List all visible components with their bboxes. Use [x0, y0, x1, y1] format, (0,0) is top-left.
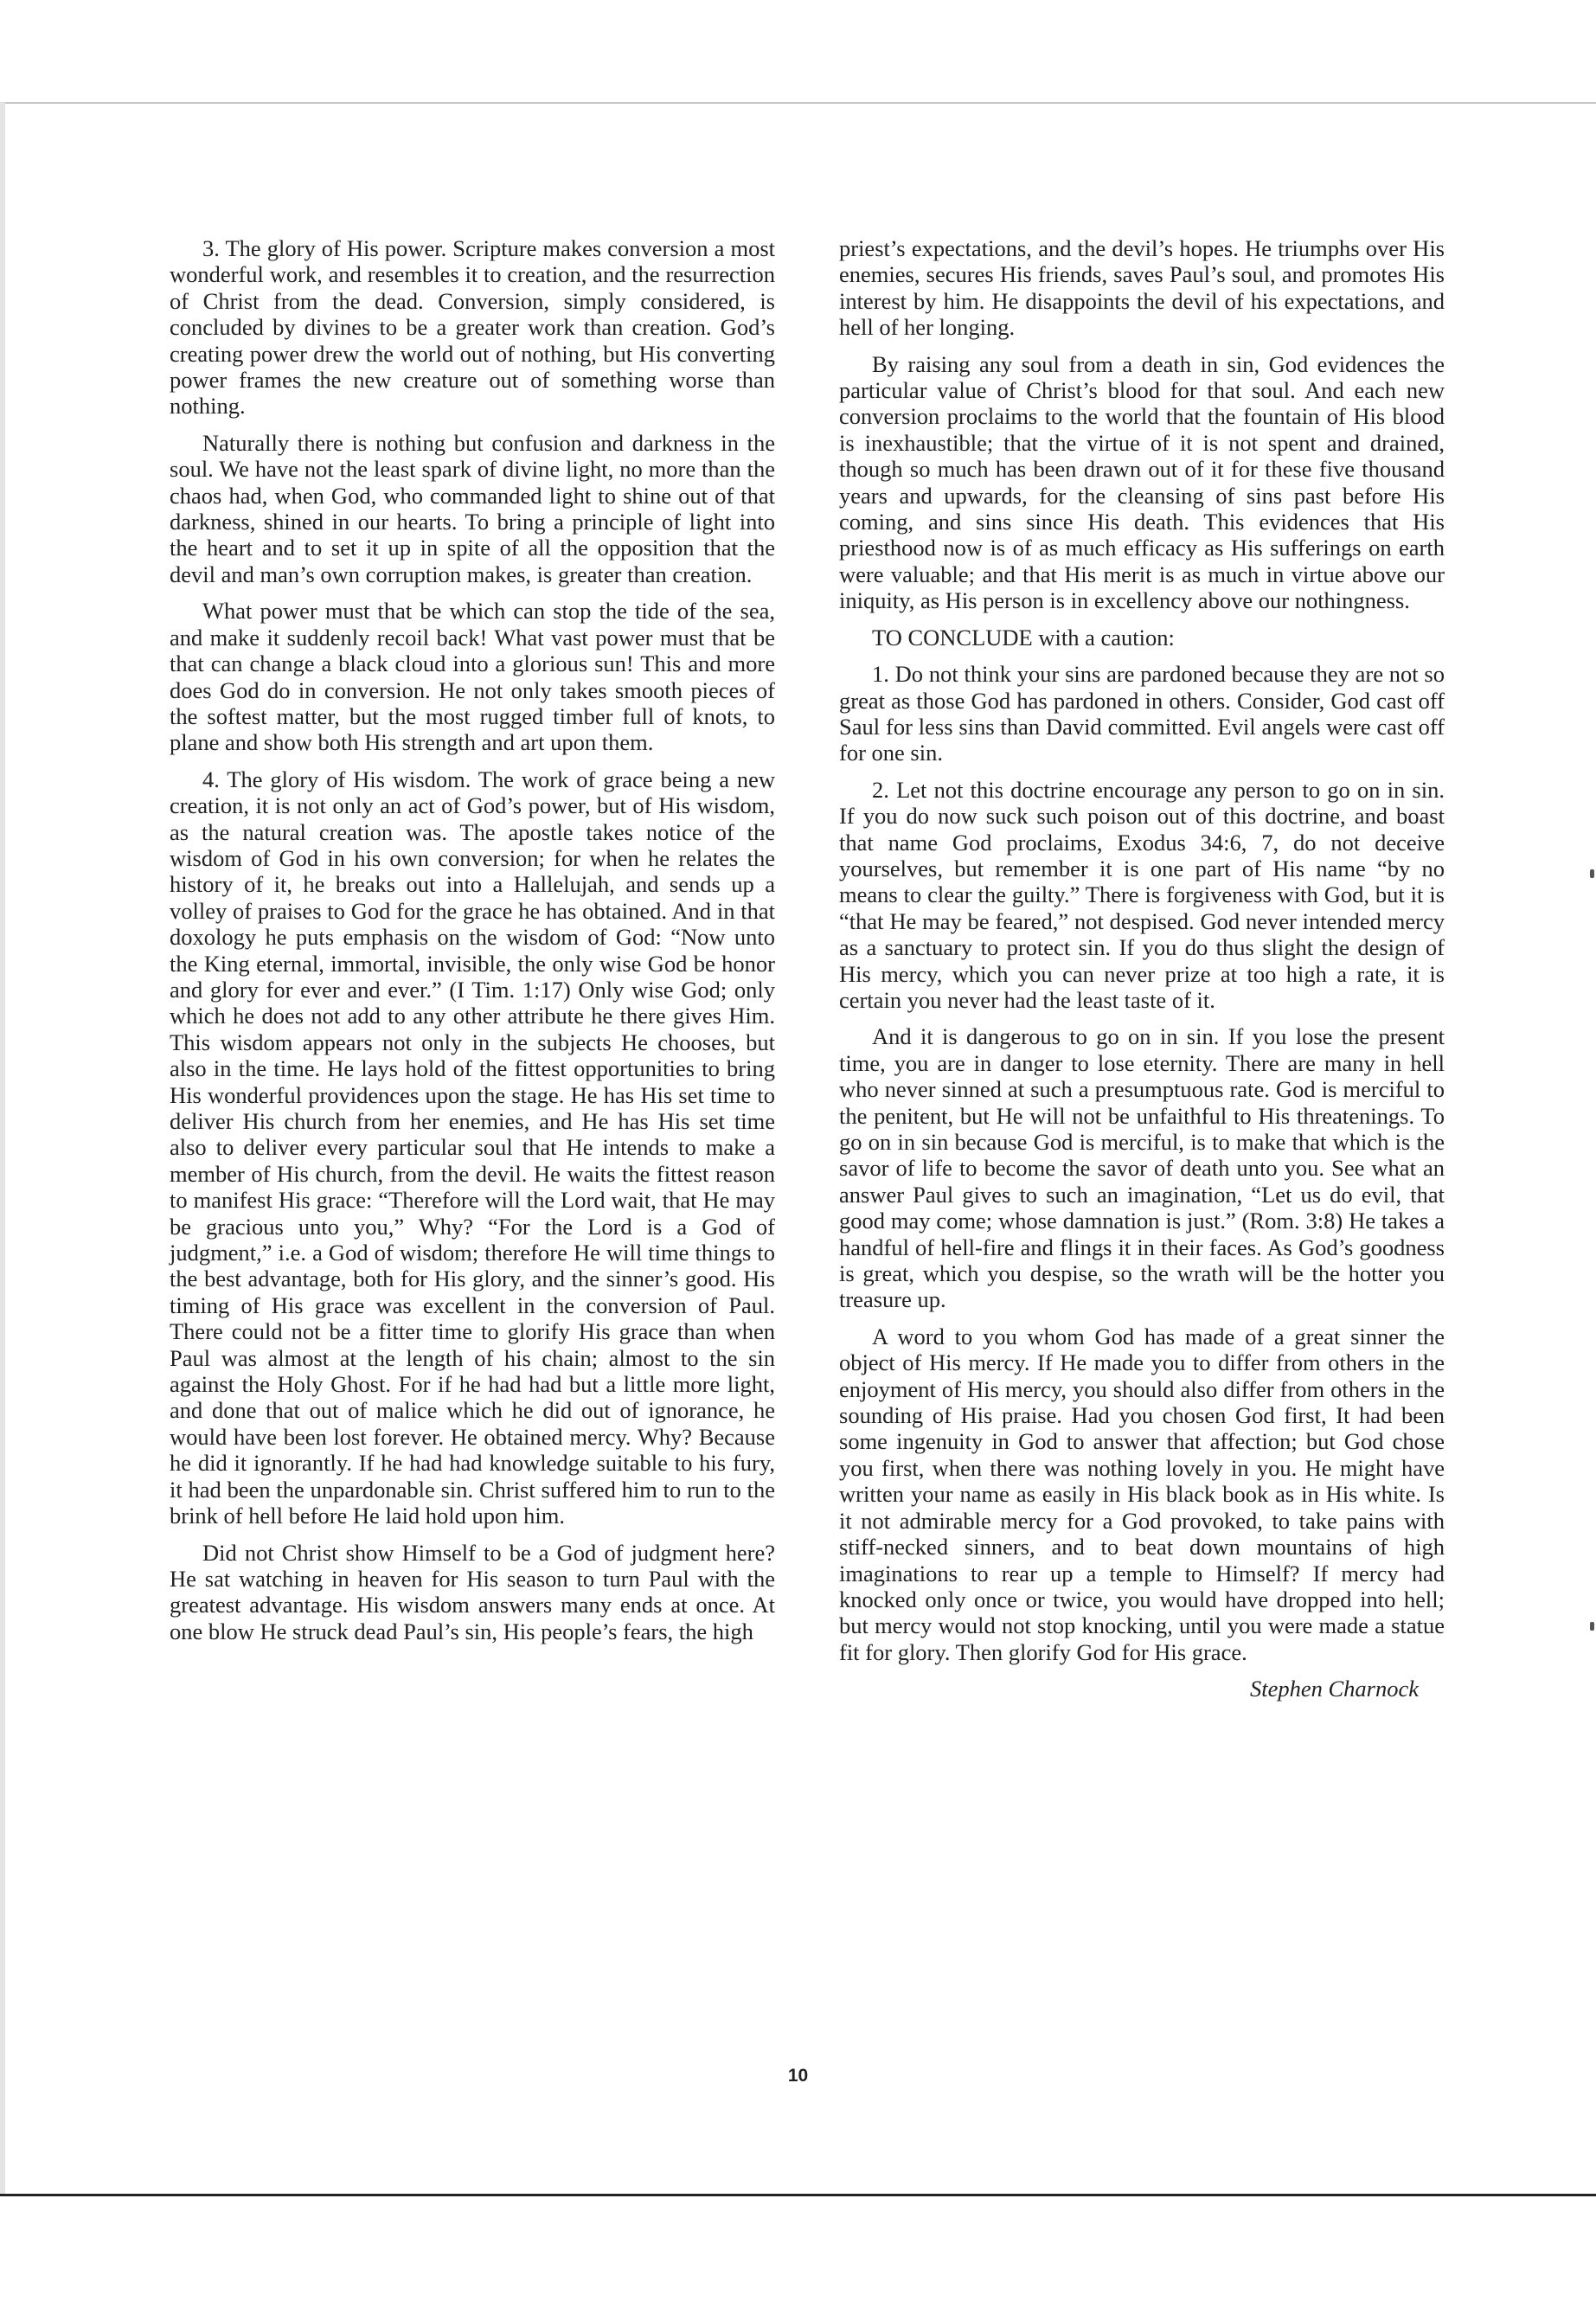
- paragraph-dangerous: And it is dangerous to go on in sin. If you lose the present time, you are in danger to lose eternity. There are many in hell who never sinned at such a presumptuous rate. God is merciful to the penitent, but He will not be unfaithful to His threatenings. To go on in sin because God is merciful, is to make that which is the savor of life to become the savor of death unto you. See what an answer Paul gives to such an imagination, “Let us do evil, that good may come; whose damnation is just.” (Rom. 3:8) He takes a handful of hell-fire and flings it in their faces. As God’s goodness is great, which you despise, so the wrath will be the hotter you treasure up.: [839, 1023, 1445, 1313]
- paragraph-naturally: Naturally there is nothing but confusion and darkness in the soul. We have not the least spark of divine light, no more than the chaos had, when God, who commanded light to shine out of that darkness, shined in our hearts. To bring a principle of light into the heart and to set it up in spite of all the opposition that the devil and man’s own corruption makes, is greater than creation.: [170, 429, 775, 587]
- page-top-edge: [0, 102, 1596, 104]
- paragraph-glory-of-power: 3. The glory of His power. Scripture makes conversion a most wonderful work, and resembles it to creation, and the resurrection of Christ from the dead. Conversion, simply considered, is concluded by divines to be a greater work than creation. God’s creating power drew the world out of nothing, but His converting power frames the new creature out of something worse than nothing.: [170, 235, 775, 420]
- paragraph-to-conclude: TO CONCLUDE with a caution:: [872, 624, 1175, 651]
- paragraph-caution-one: 1. Do not think your sins are pardoned because they are not so great as those God has pardoned in others. Consider, God cast off Saul for less sins than David committed. Evil angels were cast off for one sin.: [839, 661, 1445, 766]
- paragraph-caution-two: 2. Let not this doctrine encourage any person to go on in sin. If you do now suck such poison out of this doctrine, and boast that name God proclaims, Exodus 34:6, 7, do not deceive yourselves, but remember it is one part of His name “by no means to clear the guilty.” There is forgiveness with God, but it is “that He may be feared,” not despised. God never intended mercy as a sanctuary to protect sin. If you do thus slight the design of His mercy, which you can never prize at too high a rate, it is certain you never had the least taste of it.: [839, 776, 1445, 1013]
- page-bottom-edge: [0, 2194, 1596, 2196]
- paragraph-a-word-to-you: A word to you whom God has made of a great sinner the object of His mercy. If He made you to differ from others in the enjoyment of His mercy, you should also differ from others in the sounding of His praise. Had you chosen God first, It had been some ingenuity in God to answer that affection; but God chose you first, when there was nothing lovely in you. He might have written your name as easily in His black book as in His white. Is it not admirable mercy for a God provoked, to take pains with stiff-necked sinners, and to beat down mountains of high imaginations to rear up a temple to Himself? If mercy had knocked only once or twice, you would have dropped into hell; but mercy would not stop knocking, until you were made a statue fit for glory. Then glorify God for His grace.: [839, 1323, 1445, 1665]
- left-column: [170, 235, 775, 1655]
- right-column: [839, 235, 1445, 1702]
- page-left-edge: [0, 102, 5, 2194]
- scan-mark: [1590, 869, 1594, 878]
- paragraph-did-not-christ: Did not Christ show Himself to be a God of judgment here? He sat watching in heaven for His season to turn Paul with the greatest advantage. His wisdom answers many ends at once. At one blow He struck dead Paul’s sin, His people’s fears, the high: [170, 1539, 775, 1644]
- paragraph-what-power: What power must that be which can stop the tide of the sea, and make it suddenly recoil back! What vast power must that be that can change a black cloud into a glorious sun! This and more does God do in conversion. He not only takes smooth pieces of the softest matter, but the most rugged timber full of knots, to plane and show both His strength and art upon them.: [170, 598, 775, 756]
- paragraph-by-raising: By raising any soul from a death in sin, God evidences the particular value of Christ’s blood for that soul. And each new conversion proclaims to the world that the fountain of His blood is inexhaustible; that the virtue of it is not spent and drained, though so much has been drawn out of it for these five thousand years and upwards, for the cleansing of sins past before His coming, and sins since His death. This evidences that His priesthood now is of as much efficacy as His sufferings on earth were valuable; and that His merit is as much in virtue above our iniquity, as His person is in excellency above our nothingness.: [839, 350, 1445, 614]
- paragraph-glory-of-wisdom: 4. The glory of His wisdom. The work of grace being a new creation, it is not only an act of God’s power, but of His wisdom, as the natural creation was. The apostle takes notice of the wisdom of God in his own conversion; for when he relates the history of it, he breaks out into a Hallelujah, and sends up a volley of praises to God for the grace he has obtained. And in that doxology he puts emphasis on the wisdom of God: “Now unto the King eternal, immortal, invisible, the only wise God be honor and glory for ever and ever.” (I Tim. 1:17) Only wise God; only which he does not add to any other attribute he there gives Him. This wisdom appears not only in the subjects He chooses, but also in the time. He lays hold of the fittest opportunities to bring His wonderful providences upon the stage. He has His set time to deliver His church from her enemies, and He has His set time also to deliver every particular soul that He intends to make a member of His church, from the devil. He waits the fittest reason to manifest His grace: “Therefore will the Lord wait, that He may be gracious unto you,” Why? “For the Lord is a God of judgment,” i.e. a God of wisdom; therefore He will time things to the best advantage, both for His glory, and the sinner’s good. His timing of His grace was excellent in the conversion of Paul. There could not be a fitter time to glorify His grace than when Paul was almost at the length of his chain; almost to the sin against the Holy Ghost. For if he had had but a little more light, and done that out of malice which he did out of ignorance, he would have been lost forever. He obtained mercy. Why? Because he did it ignorantly. If he had had knowledge suitable to his fury, it had been the unpardonable sin. Christ suffered him to run to the brink of hell before He laid hold upon him.: [170, 766, 775, 1529]
- paragraph-priests-expectations: priest’s expectations, and the devil’s hopes. He triumphs over His enemies, secures His friends, saves Paul’s soul, and promotes His interest by him. He disappoints the devil of his expectations, and hell of her longing.: [839, 235, 1445, 341]
- page-number: 10: [787, 2066, 809, 2086]
- scan-mark: [1590, 1622, 1594, 1631]
- author-signature: Stephen Charnock: [1249, 1676, 1419, 1702]
